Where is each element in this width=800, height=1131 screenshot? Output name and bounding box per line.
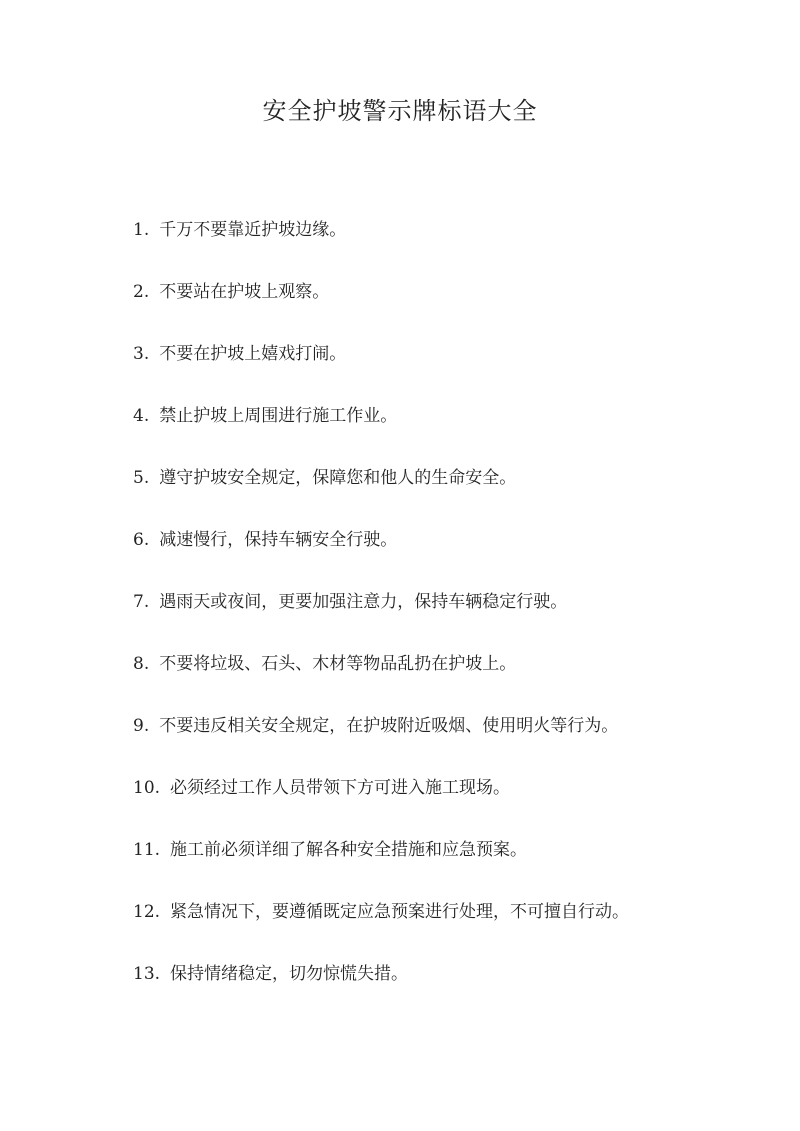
list-item bbox=[133, 649, 629, 711]
item-text: 不要在护坡上嬉戏打闹。 bbox=[159, 344, 347, 364]
item-text: 不要站在护坡上观察。 bbox=[159, 282, 330, 302]
list-item bbox=[133, 711, 629, 773]
item-number: 8. bbox=[133, 654, 150, 674]
item-number: 11. bbox=[133, 840, 161, 860]
list-item bbox=[133, 959, 629, 1021]
item-number: 5. bbox=[133, 468, 150, 488]
item-number: 9. bbox=[133, 716, 150, 736]
list-item bbox=[133, 401, 629, 463]
list-item bbox=[133, 773, 629, 835]
item-number: 12. bbox=[133, 902, 161, 922]
list-item bbox=[133, 587, 629, 649]
item-number: 7. bbox=[133, 592, 150, 612]
item-text: 施工前必须详细了解各种安全措施和应急预案。 bbox=[170, 840, 528, 860]
list-item bbox=[133, 339, 629, 401]
list-item bbox=[133, 897, 629, 959]
item-number: 4. bbox=[133, 406, 150, 426]
item-text: 遵守护坡安全规定，保障您和他人的生命安全。 bbox=[159, 468, 517, 488]
item-number: 3. bbox=[133, 344, 150, 364]
item-number: 10. bbox=[133, 778, 161, 798]
list-item bbox=[133, 463, 629, 525]
item-text: 不要违反相关安全规定，在护坡附近吸烟、使用明火等行为。 bbox=[159, 716, 619, 736]
list-item bbox=[133, 525, 629, 587]
item-number: 2. bbox=[133, 282, 150, 302]
list-item bbox=[133, 277, 629, 339]
item-text: 禁止护坡上周围进行施工作业。 bbox=[159, 406, 398, 426]
item-text: 千万不要靠近护坡边缘。 bbox=[159, 220, 347, 240]
item-text: 遇雨天或夜间，更要加强注意力，保持车辆稳定行驶。 bbox=[159, 592, 568, 612]
item-number: 13. bbox=[133, 964, 161, 984]
item-text: 保持情绪稳定，切勿惊慌失措。 bbox=[170, 964, 409, 984]
item-text: 必须经过工作人员带领下方可进入施工现场。 bbox=[170, 778, 511, 798]
slogan-list bbox=[133, 215, 629, 1021]
item-number: 6. bbox=[133, 530, 150, 550]
page-title: 安全护坡警示牌标语大全 bbox=[262, 97, 538, 125]
item-text: 紧急情况下，要遵循既定应急预案进行处理，不可擅自行动。 bbox=[170, 902, 630, 922]
item-text: 不要将垃圾、石头、木材等物品乱扔在护坡上。 bbox=[159, 654, 517, 674]
list-item bbox=[133, 215, 629, 277]
list-item bbox=[133, 835, 629, 897]
item-number: 1. bbox=[133, 220, 150, 240]
item-text: 减速慢行，保持车辆安全行驶。 bbox=[159, 530, 398, 550]
